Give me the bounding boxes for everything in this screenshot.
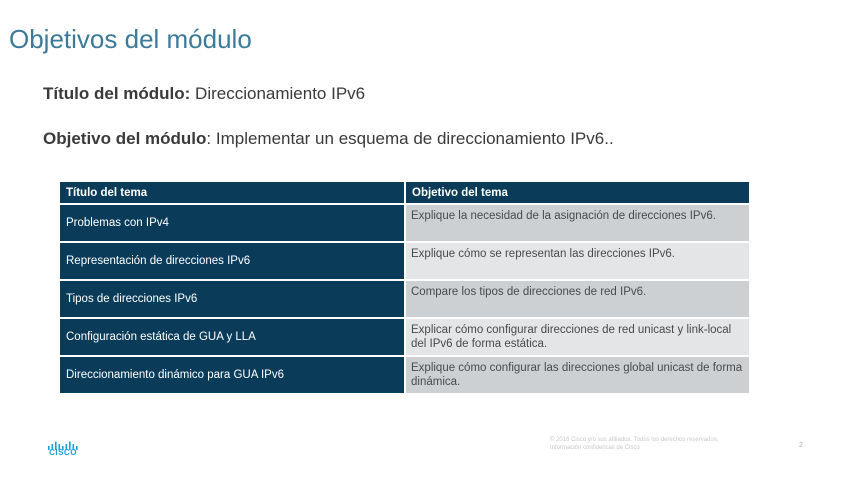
table-row: [60, 318, 749, 356]
column-header-objective: Objetivo del tema: [405, 182, 749, 204]
copyright-line: © 2016 Cisco y/o sus afiliados. Todos los derechos reservados.: [550, 437, 719, 443]
objective-cell: Explique cómo se representan las direcciones IPv6.: [405, 242, 749, 280]
topic-cell: Direccionamiento dinámico para GUA IPv6: [60, 356, 405, 394]
topic-cell: Problemas con IPv4: [60, 204, 405, 242]
confidential-line: Información confidencial de Cisco: [550, 445, 640, 451]
copyright-notice: [550, 436, 718, 452]
module-objective-value: : Implementar un esquema de direccionamiento IPv6..: [206, 129, 614, 148]
page-title: Objetivos del módulo: [9, 24, 252, 54]
module-title-label: Título del módulo:: [43, 84, 191, 103]
topic-cell: Tipos de direcciones IPv6: [60, 280, 405, 318]
cisco-logo: [46, 438, 80, 458]
objective-cell: Explique la necesidad de la asignación de direcciones IPv6.: [405, 204, 749, 242]
module-title-value: Direccionamiento IPv6: [195, 84, 366, 103]
cisco-logo-text: CISCO: [49, 448, 77, 457]
topic-cell: Configuración estática de GUA y LLA: [60, 318, 405, 356]
column-header-topic: Título del tema: [60, 182, 405, 204]
table-header-row: [60, 182, 749, 204]
module-title-line: [43, 84, 365, 104]
topics-table: [60, 182, 749, 395]
module-objective-line: [43, 129, 614, 149]
table-row: [60, 280, 749, 318]
page-number: 2: [799, 442, 803, 449]
topic-cell: Representación de direcciones IPv6: [60, 242, 405, 280]
table-row: [60, 204, 749, 242]
table-row: [60, 242, 749, 280]
objective-cell: Explique cómo configurar las direcciones global unicast de forma dinámica.: [405, 356, 749, 394]
module-objective-label: Objetivo del módulo: [43, 129, 207, 148]
objective-cell: Compare los tipos de direcciones de red IPv6.: [405, 280, 749, 318]
table-row: [60, 356, 749, 394]
objective-cell: Explicar cómo configurar direcciones de red unicast y link-local del IPv6 de forma estática.: [405, 318, 749, 356]
